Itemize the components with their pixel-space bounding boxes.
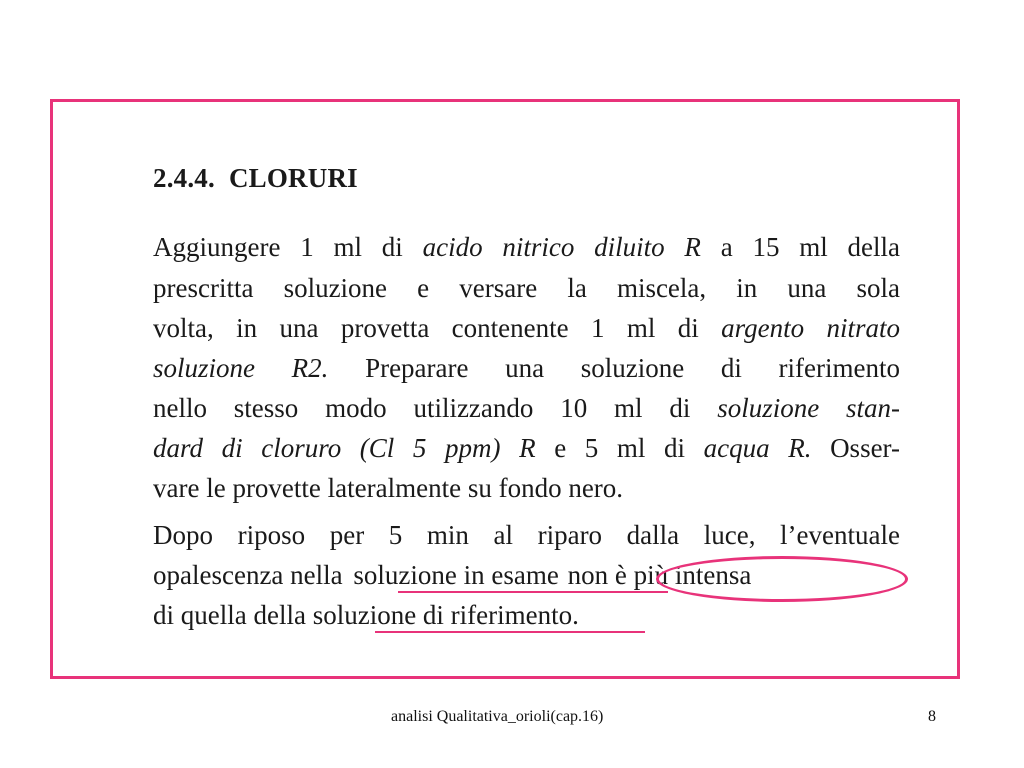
text-segment: a 15 ml della: [720, 232, 901, 262]
paragraph1-line2: [153, 273, 900, 303]
highlight-test-solution: soluzione in esame: [353, 560, 559, 590]
paragraph1-line7: [153, 473, 900, 503]
text-segment: Aggiungere 1 ml di: [153, 232, 403, 262]
text-segment: .: [572, 600, 579, 630]
section-title: CLORURI: [228, 163, 358, 193]
text-segment: Preparare una soluzione di riferimento: [365, 353, 901, 383]
paragraph1-line1: [153, 232, 900, 262]
text-segment: Osser-: [830, 433, 901, 463]
text-segment: Dopo riposo per 5 min al riparo dalla luce, l’eventuale: [153, 520, 900, 550]
paragraph1-line5: [153, 393, 900, 423]
reagent-text: soluzione stan-: [717, 393, 901, 423]
reagent-text: soluzione R2.: [153, 353, 329, 383]
reagent-text: argento nitrato: [721, 313, 900, 343]
text-segment: opalescenza nella: [153, 560, 343, 590]
circle-annotation: [656, 556, 908, 602]
text-segment: vare le provette lateralmente su fondo nero.: [153, 473, 624, 503]
underline-reference-solution: [375, 631, 645, 633]
paragraph1-line3: [153, 313, 900, 343]
underline-test-solution: [398, 591, 668, 593]
text-segment: e 5 ml di: [554, 433, 686, 463]
text-segment: di quella della so: [153, 600, 337, 630]
text-segment: prescritta soluzione e versare la miscela, in una sola: [153, 273, 900, 303]
text-segment: nello stesso modo utilizzando 10 ml di: [153, 393, 691, 423]
paragraph1-line6: [153, 433, 900, 463]
paragraph2-line3: [153, 600, 900, 630]
reagent-text: acqua R.: [703, 433, 812, 463]
highlight-reference-solution: luzione di riferimento: [336, 600, 573, 630]
highlight-not-more-intense: non è più intensa: [567, 560, 752, 590]
section-number: 2.4.4.: [153, 163, 215, 193]
paragraph2-line1: [153, 520, 900, 550]
reagent-text: acido nitrico diluito R: [422, 232, 701, 262]
section-heading: [153, 163, 358, 194]
page-number: 8: [928, 708, 936, 725]
footer-source: analisi Qualitativa_orioli(cap.16): [391, 708, 604, 725]
text-segment: volta, in una provetta contenente 1 ml di: [153, 313, 699, 343]
reagent-text: dard di cloruro (Cl 5 ppm) R: [153, 433, 536, 463]
paragraph1-line4: [153, 353, 900, 383]
